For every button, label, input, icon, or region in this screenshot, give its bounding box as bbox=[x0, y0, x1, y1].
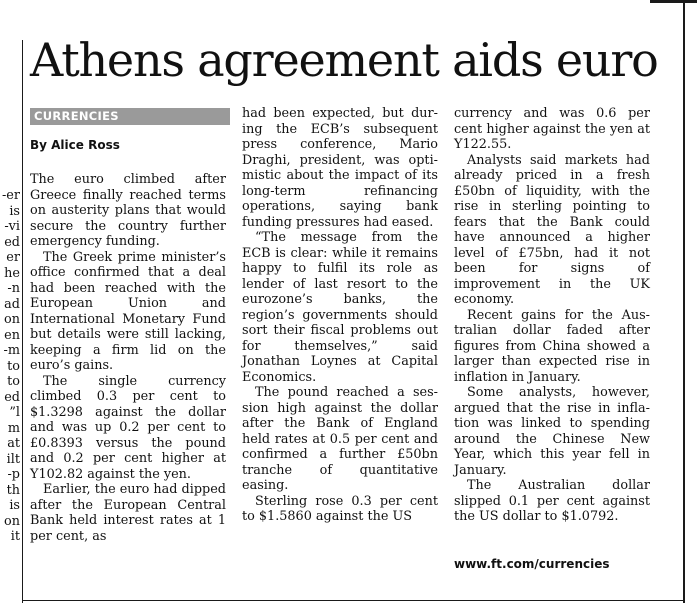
paragraph: The Australian dollar slipped 0.1 per cent against the US dollar to $1.0792. bbox=[454, 478, 650, 524]
article-column-1 bbox=[30, 172, 226, 544]
paragraph: Sterling rose 0.3 per cent to $1.5860 against the US bbox=[242, 493, 438, 524]
neighbor-text-fragment: it bbox=[10, 529, 20, 544]
paragraph: Analysts said markets had already priced in a fresh £50bn of liquidity, with the rise in sterling pointing to fears that the Bank could have announced a higher level of £75bn, had it not been for signs of improvement in the UK economy. bbox=[454, 152, 650, 307]
byline: By Alice Ross bbox=[30, 138, 120, 152]
paragraph: currency and was 0.6 per cent higher against the yen at Y122.55. bbox=[454, 106, 650, 152]
neighbor-text-fragment: on bbox=[4, 312, 20, 327]
section-label: CURRENCIES bbox=[30, 108, 230, 125]
paragraph: had been expected, but during the ECB’s subsequent press conference, Mario Draghi, president, was optimistic about the impact of its long-term refinancing operations, saying bank funding pressures had eased. bbox=[242, 106, 438, 230]
paragraph: The pound reached a session high against the dollar after the Bank of England held rates at 0.5 per cent and confirmed a further £50bn tranche of quantitative easing. bbox=[242, 385, 438, 493]
neighbor-text-fragment: m bbox=[7, 420, 20, 436]
neighbor-text-fragment: to bbox=[7, 358, 20, 374]
bottom-rule bbox=[22, 600, 685, 601]
top-right-rule bbox=[650, 0, 697, 3]
neighbor-text-fragment: l” bbox=[9, 405, 20, 420]
neighbor-text-fragment: n- bbox=[7, 281, 20, 296]
neighbor-text-fragment: on bbox=[4, 513, 20, 529]
neighbor-text-fragment: ilt bbox=[6, 451, 20, 467]
paragraph: The euro climbed after Greece finally reached terms on austerity plans that would secure the country further emergency funding. bbox=[30, 172, 226, 249]
neighbor-text-fragment: th bbox=[6, 482, 20, 498]
neighbor-text-fragment: p- bbox=[7, 467, 20, 482]
neighbor-text-fragment: to bbox=[7, 374, 20, 389]
paragraph: The single currency climbed 0.3 per cent to $1.3298 against the dollar and was up 0.2 per cent to £0.8393 versus the pound and 0.2 per cent higher at Y102.82 against the yen. bbox=[30, 373, 226, 482]
neighbor-text-fragment: ed bbox=[4, 389, 20, 405]
neighbor-text-fragment: is bbox=[9, 498, 20, 513]
neighbor-text-fragment: en bbox=[4, 327, 20, 343]
currencies-link[interactable]: www.ft.com/currencies bbox=[454, 557, 610, 571]
neighbor-text-fragment: er bbox=[6, 250, 20, 265]
left-column-divider bbox=[22, 40, 23, 603]
neighbor-text-fragment: vi- bbox=[4, 219, 20, 234]
paragraph: Recent gains for the Australian dollar faded after figures from China showed a larger than expected rise in inflation in January. bbox=[454, 307, 650, 385]
article-column-2 bbox=[242, 106, 438, 525]
neighbor-text-fragment: ed bbox=[4, 234, 20, 250]
article-column-3 bbox=[454, 106, 650, 525]
neighbor-text-fragment: at bbox=[7, 436, 20, 451]
paragraph: Earlier, the euro had dipped after the European Central Bank held interest rates at 1 per cent, as bbox=[30, 482, 226, 544]
neighbor-text-fragment: is bbox=[9, 203, 20, 219]
paragraph: “The message from the ECB is clear: while it remains happy to fulfil its role as lender of last resort to the eurozone’s banks, the region’s governments should sort their fiscal problems out for themselves,” said Jonathan Loynes at Capital Economics. bbox=[242, 230, 438, 385]
headline: Athens agreement aids euro bbox=[30, 33, 658, 87]
neighbor-text-fragment: er- bbox=[1, 188, 20, 203]
neighbor-text-fragment: m- bbox=[3, 343, 20, 358]
right-border-rule bbox=[683, 0, 685, 603]
paragraph: Some analysts, however, argued that the rise in inflation was linked to spending around the Chinese New Year, which this year fell in January. bbox=[454, 385, 650, 478]
neighbor-text-fragment: ad bbox=[4, 296, 20, 312]
paragraph: The Greek prime minister’s office confirmed that a deal had been reached with the European Union and International Monetary Fund but details were still lacking, keeping a firm lid on the euro’s gains. bbox=[30, 249, 226, 373]
neighbor-text-fragment: he bbox=[4, 265, 20, 281]
neighbor-article-fragments bbox=[0, 188, 20, 545]
